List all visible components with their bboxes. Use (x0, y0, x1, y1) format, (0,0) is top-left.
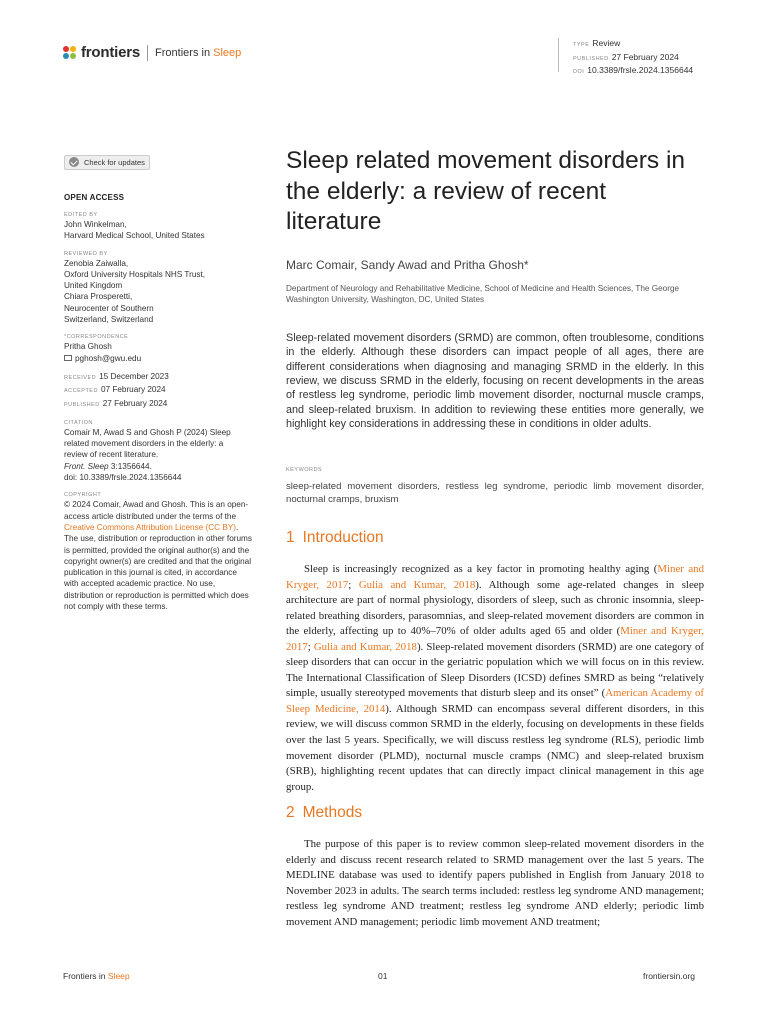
article-sidebar (64, 154, 254, 612)
article-meta (558, 38, 694, 75)
check-icon (69, 157, 79, 167)
meta-published: PUBLISHED 27 February 2024 (573, 51, 679, 62)
keywords-label: KEYWORDS (286, 467, 323, 473)
abstract: Sleep-related movement disorders (SRMD) are common, often troublesome, conditions in the elderly. Although these disorders can impact people of all ages, there are different considerations when diagnosing and managing SRMD in the elderly. In this review, we discuss SRMD in the elderly, focusing on recent developments in the areas of restless leg syndrome, periodic limb movement disorder, nocturnal muscle cramps, and sleep-related bruxism. In addition to reviewing these entities more generally, we highlight key considerations in addressing these in conditions in older adults. (286, 332, 704, 431)
article-title: Sleep related movement disorders in the elderly: a review of recent literature (286, 147, 686, 235)
ref-link[interactable]: Miner and Kryger, 2017 (286, 563, 705, 591)
section-heading-methods: 2 Methods (286, 804, 363, 821)
footer-site-link[interactable]: frontiersin.org (643, 971, 695, 981)
keywords: sleep-related movement disorders, restless leg syndrome, periodic limb movement disorder, nocturnal cramps, bruxism (286, 481, 704, 505)
section-heading-introduction: 1 Introduction (286, 529, 384, 546)
ref-link[interactable]: American Academy of Sleep Medicine, 2014 (286, 687, 704, 715)
copyright-section: COPYRIGHT © 2024 Comair, Awad and Ghosh. This is an open-access article distributed under the terms of the Creative Commons Attribution License (CC BY). The use, distribution or reproduction in other forums is permitted, provided the original author(s) and the copyright owner(s) are credited and that the original publication in this journal is cited, in accordance with accepted academic practice. No use, distribution or reproduction is permitted which does not comply with these terms. (64, 492, 252, 612)
frontiers-logo-icon (63, 46, 77, 60)
logo-divider (147, 45, 148, 61)
meta-doi[interactable]: DOI 10.3389/frsle.2024.1356644 (573, 65, 694, 75)
mail-icon (64, 355, 72, 361)
introduction-paragraph: Sleep is increasingly recognized as a key factor in promoting healthy aging (Miner and Kryger, 2017; Gulia and Kumar, 2018). Although some age-related changes in sleep architecture are part of normal physiology, disorders of sleep, such as chronic insomnia, sleep-related breathing disorders, parasomnias, and sleep-related movement disorders are common in the elderly, affecting up to 40%–70% of older adults aged 65 and older (Miner and Kryger, 2017; Gulia and Kumar, 2018). Sleep-related movement disorders (SRMD) are one category of sleep disorders that can occur in the geriatric population which we will focus on in this review. The International Classification of Sleep Disorders (ICSD) defines SMRD as being “relatively simple, usually stereotyped movements that disturb sleep and its onset” (American Academy of Sleep Medicine, 2014). Although SRMD can encompass several different disorders, in this review, we will discuss common SRMD in the elderly, focusing on developments in these fields over the last 5 years. Specifically, we will discuss restless leg syndrome (RLS), periodic limb movement disorder (PLMD), nocturnal muscle cramps (NMC) and sleep-related bruxism (SRB), highlighting recent updates that can directly impact clinical management in this age group. (286, 563, 705, 793)
meta-type: TYPE Review (573, 38, 621, 48)
correspondence-section: *CORRESPONDENCE Pritha Ghosh pghosh@gwu.edu (64, 333, 254, 364)
page-number: 01 (378, 971, 388, 981)
ref-link[interactable]: Miner and Kryger, 2017 (286, 625, 704, 653)
logo-wordmark: frontiers (81, 44, 141, 61)
author-affiliation: Department of Neurology and Rehabilitative Medicine, School of Medicine and Health Sciences, The George Washington University, Washington, DC, United States (286, 284, 680, 304)
ref-link[interactable]: Gulia and Kumar, 2018 (358, 578, 476, 591)
article-authors: Marc Comair, Sandy Awad and Pritha Ghosh* (286, 258, 529, 272)
reviewed-by-section: REVIEWED BY Zenobia Zaiwalla, Oxford University Hospitals NHS Trust, United Kingdom Chiara Prosperetti, Neurocenter of Southern Switzerland, Switzerland (64, 250, 206, 325)
journal-name: Frontiers in Sleep (155, 46, 242, 59)
footer-journal: Frontiers in Sleep (63, 971, 130, 981)
citation-doi[interactable]: doi: 10.3389/frsle.2024.1356644 (64, 473, 182, 483)
methods-paragraph: The purpose of this paper is to review common sleep-related movement disorders in the elderly and discuss recent research related to SRMD management over the last 5 years. The MEDLINE database was used to identify papers published in English from January 2018 to November 2023 in adults. The search terms included: restless leg syndrome AND management; restless leg syndrome AND treatment; restless leg syndrome AND elderly; periodic limb movement AND management; periodic limb movement AND treatment; (286, 838, 704, 928)
correspondence-email[interactable]: pghosh@gwu.edu (64, 353, 254, 364)
frontiers-logo[interactable] (63, 44, 241, 61)
citation-section: CITATION Comair M, Awad S and Ghosh P (2024) Sleep related movement disorders in the elderly: a review of recent literature. Front. Sleep 3:1356644. doi: 10.3389/frsle.2024.1356644 (64, 419, 254, 483)
dates-section: RECEIVED 15 December 2023 ACCEPTED 07 February 2024 PUBLISHED 27 February 2024 (64, 371, 169, 408)
ref-link[interactable]: Gulia and Kumar, 2018 (313, 640, 417, 653)
open-access-label: OPEN ACCESS (64, 193, 125, 202)
edited-by-section: EDITED BY John Winkelman, Harvard Medical School, United States (64, 212, 205, 241)
cc-by-license-link[interactable]: Creative Commons Attribution License (CC BY) (64, 522, 237, 532)
check-for-updates-button[interactable]: Check for updates (64, 155, 150, 170)
